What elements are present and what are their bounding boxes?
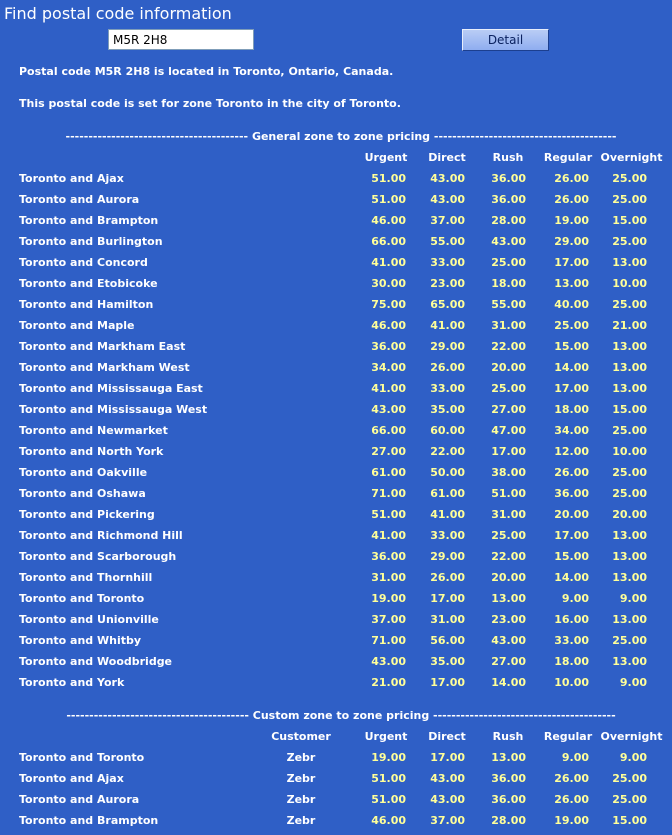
overnight-price-cell: 15.00 — [612, 814, 647, 827]
urgent-price-cell: 19.00 — [371, 751, 406, 764]
table-row — [0, 508, 672, 529]
urgent-price-cell: 41.00 — [371, 256, 406, 269]
route-label: Toronto and Etobicoke — [19, 277, 158, 290]
route-label: Toronto and Oakville — [19, 466, 148, 479]
column-header-urgent: Urgent — [364, 151, 408, 164]
table-row — [0, 550, 672, 571]
table-row — [0, 529, 672, 550]
urgent-price-cell: 30.00 — [371, 277, 406, 290]
direct-price-cell: 26.00 — [430, 571, 465, 584]
route-label: Toronto and Thornhill — [19, 571, 153, 584]
rush-price-cell: 20.00 — [491, 571, 526, 584]
direct-price-cell: 37.00 — [430, 214, 465, 227]
overnight-price-cell: 10.00 — [612, 277, 647, 290]
table-row — [0, 676, 672, 697]
direct-price-cell: 43.00 — [430, 172, 465, 185]
table-row — [0, 193, 672, 214]
table-row — [0, 277, 672, 298]
overnight-price-cell: 9.00 — [619, 676, 647, 689]
route-label: Toronto and Brampton — [19, 214, 159, 227]
urgent-price-cell: 41.00 — [371, 382, 406, 395]
direct-price-cell: 37.00 — [430, 814, 465, 827]
route-label: Toronto and Scarborough — [19, 550, 177, 563]
urgent-price-cell: 19.00 — [371, 592, 406, 605]
table-row — [0, 655, 672, 676]
rush-price-cell: 28.00 — [491, 214, 526, 227]
overnight-price-cell: 13.00 — [612, 655, 647, 668]
route-label: Toronto and Pickering — [19, 508, 155, 521]
direct-price-cell: 41.00 — [430, 508, 465, 521]
detail-button[interactable]: Detail — [462, 29, 549, 51]
table-row — [0, 445, 672, 466]
rush-price-cell: 22.00 — [491, 340, 526, 353]
direct-price-cell: 56.00 — [430, 634, 465, 647]
customer-cell: Zebr — [286, 793, 316, 806]
overnight-price-cell: 15.00 — [612, 214, 647, 227]
regular-price-cell: 33.00 — [554, 634, 589, 647]
rush-price-cell: 23.00 — [491, 613, 526, 626]
direct-price-cell: 29.00 — [430, 550, 465, 563]
column-header-rush: Rush — [492, 730, 524, 743]
direct-price-cell: 17.00 — [430, 676, 465, 689]
rush-price-cell: 14.00 — [491, 676, 526, 689]
route-label: Toronto and Maple — [19, 319, 135, 332]
overnight-price-cell: 25.00 — [612, 424, 647, 437]
table-row — [0, 319, 672, 340]
regular-price-cell: 34.00 — [554, 424, 589, 437]
table-row — [0, 793, 672, 814]
regular-price-cell: 26.00 — [554, 793, 589, 806]
overnight-price-cell: 20.00 — [612, 508, 647, 521]
regular-price-cell: 17.00 — [554, 382, 589, 395]
direct-price-cell: 43.00 — [430, 793, 465, 806]
column-header-urgent: Urgent — [364, 730, 408, 743]
overnight-price-cell: 25.00 — [612, 298, 647, 311]
route-label: Toronto and Markham West — [19, 361, 190, 374]
urgent-price-cell: 34.00 — [371, 361, 406, 374]
rush-price-cell: 25.00 — [491, 529, 526, 542]
column-header-direct: Direct — [428, 151, 466, 164]
urgent-price-cell: 41.00 — [371, 529, 406, 542]
urgent-price-cell: 36.00 — [371, 550, 406, 563]
table-row — [0, 592, 672, 613]
regular-price-cell: 12.00 — [554, 445, 589, 458]
rush-price-cell: 25.00 — [491, 256, 526, 269]
regular-price-cell: 26.00 — [554, 172, 589, 185]
direct-price-cell: 26.00 — [430, 361, 465, 374]
regular-price-cell: 10.00 — [554, 676, 589, 689]
route-label: Toronto and Woodbridge — [19, 655, 173, 668]
overnight-price-cell: 13.00 — [612, 382, 647, 395]
rush-price-cell: 38.00 — [491, 466, 526, 479]
urgent-price-cell: 61.00 — [371, 466, 406, 479]
route-label: Toronto and Whitby — [19, 634, 142, 647]
general-pricing-header: ---------------------------------------- General zone to zone pricing ---------------------------------------- — [65, 130, 617, 143]
route-label: Toronto and Newmarket — [19, 424, 168, 437]
route-label: Toronto and Ajax — [19, 772, 124, 785]
urgent-price-cell: 43.00 — [371, 655, 406, 668]
route-label: Toronto and Oshawa — [19, 487, 146, 500]
table-row — [0, 382, 672, 403]
route-label: Toronto and Aurora — [19, 193, 140, 206]
table-row — [0, 814, 672, 835]
rush-price-cell: 27.00 — [491, 403, 526, 416]
rush-price-cell: 28.00 — [491, 814, 526, 827]
regular-price-cell: 17.00 — [554, 256, 589, 269]
table-row — [0, 634, 672, 655]
table-row — [0, 487, 672, 508]
table-row — [0, 361, 672, 382]
table-row — [0, 751, 672, 772]
overnight-price-cell: 25.00 — [612, 235, 647, 248]
route-label: Toronto and Hamilton — [19, 298, 154, 311]
rush-price-cell: 36.00 — [491, 193, 526, 206]
table-row — [0, 172, 672, 193]
overnight-price-cell: 25.00 — [612, 772, 647, 785]
table-row — [0, 466, 672, 487]
general-column-headers — [0, 151, 672, 172]
urgent-price-cell: 75.00 — [371, 298, 406, 311]
regular-price-cell: 15.00 — [554, 550, 589, 563]
overnight-price-cell: 10.00 — [612, 445, 647, 458]
table-row — [0, 340, 672, 361]
table-row — [0, 613, 672, 634]
regular-price-cell: 17.00 — [554, 529, 589, 542]
route-label: Toronto and Brampton — [19, 814, 159, 827]
rush-price-cell: 43.00 — [491, 634, 526, 647]
route-label: Toronto and Burlington — [19, 235, 163, 248]
overnight-price-cell: 25.00 — [612, 793, 647, 806]
table-row — [0, 256, 672, 277]
overnight-price-cell: 25.00 — [612, 634, 647, 647]
direct-price-cell: 43.00 — [430, 193, 465, 206]
overnight-price-cell: 9.00 — [619, 751, 647, 764]
column-header-customer: Customer — [271, 730, 331, 743]
urgent-price-cell: 27.00 — [371, 445, 406, 458]
route-label: Toronto and Toronto — [19, 592, 145, 605]
rush-price-cell: 18.00 — [491, 277, 526, 290]
direct-price-cell: 35.00 — [430, 403, 465, 416]
regular-price-cell: 40.00 — [554, 298, 589, 311]
overnight-price-cell: 21.00 — [612, 319, 647, 332]
route-label: Toronto and Mississauga East — [19, 382, 203, 395]
route-label: Toronto and Concord — [19, 256, 148, 269]
direct-price-cell: 35.00 — [430, 655, 465, 668]
rush-price-cell: 25.00 — [491, 382, 526, 395]
urgent-price-cell: 31.00 — [371, 571, 406, 584]
table-row — [0, 298, 672, 319]
regular-price-cell: 26.00 — [554, 193, 589, 206]
regular-price-cell: 14.00 — [554, 361, 589, 374]
route-label: Toronto and Ajax — [19, 172, 124, 185]
table-row — [0, 772, 672, 793]
regular-price-cell: 29.00 — [554, 235, 589, 248]
column-header-direct: Direct — [428, 730, 466, 743]
customer-cell: Zebr — [286, 814, 316, 827]
urgent-price-cell: 51.00 — [371, 772, 406, 785]
overnight-price-cell: 25.00 — [612, 466, 647, 479]
overnight-price-cell: 9.00 — [619, 592, 647, 605]
route-label: Toronto and Toronto — [19, 751, 145, 764]
direct-price-cell: 43.00 — [430, 772, 465, 785]
overnight-price-cell: 13.00 — [612, 550, 647, 563]
urgent-price-cell: 66.00 — [371, 235, 406, 248]
overnight-price-cell: 13.00 — [612, 571, 647, 584]
urgent-price-cell: 37.00 — [371, 613, 406, 626]
overnight-price-cell: 13.00 — [612, 256, 647, 269]
postal-code-input[interactable] — [108, 29, 254, 50]
overnight-price-cell: 13.00 — [612, 613, 647, 626]
rush-price-cell: 51.00 — [491, 487, 526, 500]
direct-price-cell: 60.00 — [430, 424, 465, 437]
column-header-regular: Regular — [543, 730, 593, 743]
direct-price-cell: 31.00 — [430, 613, 465, 626]
urgent-price-cell: 71.00 — [371, 634, 406, 647]
rush-price-cell: 27.00 — [491, 655, 526, 668]
urgent-price-cell: 46.00 — [371, 214, 406, 227]
direct-price-cell: 29.00 — [430, 340, 465, 353]
page-title: Find postal code information — [4, 4, 232, 23]
direct-price-cell: 33.00 — [430, 256, 465, 269]
rush-price-cell: 36.00 — [491, 793, 526, 806]
direct-price-cell: 33.00 — [430, 529, 465, 542]
overnight-price-cell: 15.00 — [612, 403, 647, 416]
column-header-regular: Regular — [543, 151, 593, 164]
route-label: Toronto and York — [19, 676, 125, 689]
urgent-price-cell: 51.00 — [371, 793, 406, 806]
overnight-price-cell: 13.00 — [612, 340, 647, 353]
regular-price-cell: 18.00 — [554, 655, 589, 668]
rush-price-cell: 55.00 — [491, 298, 526, 311]
regular-price-cell: 15.00 — [554, 340, 589, 353]
urgent-price-cell: 66.00 — [371, 424, 406, 437]
urgent-price-cell: 46.00 — [371, 814, 406, 827]
rush-price-cell: 13.00 — [491, 751, 526, 764]
direct-price-cell: 23.00 — [430, 277, 465, 290]
regular-price-cell: 9.00 — [561, 751, 589, 764]
regular-price-cell: 25.00 — [554, 319, 589, 332]
table-row — [0, 214, 672, 235]
regular-price-cell: 26.00 — [554, 466, 589, 479]
table-row — [0, 235, 672, 256]
route-label: Toronto and Mississauga West — [19, 403, 208, 416]
overnight-price-cell: 25.00 — [612, 487, 647, 500]
regular-price-cell: 16.00 — [554, 613, 589, 626]
regular-price-cell: 19.00 — [554, 214, 589, 227]
rush-price-cell: 36.00 — [491, 772, 526, 785]
direct-price-cell: 50.00 — [430, 466, 465, 479]
urgent-price-cell: 21.00 — [371, 676, 406, 689]
route-label: Toronto and North York — [19, 445, 164, 458]
customer-cell: Zebr — [286, 751, 316, 764]
direct-price-cell: 61.00 — [430, 487, 465, 500]
custom-pricing-header: ---------------------------------------- Custom zone to zone pricing ---------------------------------------- — [66, 709, 616, 722]
urgent-price-cell: 51.00 — [371, 172, 406, 185]
regular-price-cell: 9.00 — [561, 592, 589, 605]
rush-price-cell: 36.00 — [491, 172, 526, 185]
rush-price-cell: 31.00 — [491, 508, 526, 521]
rush-price-cell: 43.00 — [491, 235, 526, 248]
route-label: Toronto and Unionville — [19, 613, 159, 626]
regular-price-cell: 14.00 — [554, 571, 589, 584]
location-text: Postal code M5R 2H8 is located in Toronto, Ontario, Canada. — [19, 65, 394, 78]
direct-price-cell: 65.00 — [430, 298, 465, 311]
column-header-overnight: Overnight — [600, 730, 663, 743]
direct-price-cell: 33.00 — [430, 382, 465, 395]
urgent-price-cell: 51.00 — [371, 508, 406, 521]
table-row — [0, 424, 672, 445]
direct-price-cell: 55.00 — [430, 235, 465, 248]
urgent-price-cell: 51.00 — [371, 193, 406, 206]
overnight-price-cell: 13.00 — [612, 361, 647, 374]
column-header-overnight: Overnight — [600, 151, 663, 164]
route-label: Toronto and Richmond Hill — [19, 529, 183, 542]
column-header-rush: Rush — [492, 151, 524, 164]
direct-price-cell: 41.00 — [430, 319, 465, 332]
regular-price-cell: 13.00 — [554, 277, 589, 290]
overnight-price-cell: 25.00 — [612, 172, 647, 185]
regular-price-cell: 18.00 — [554, 403, 589, 416]
direct-price-cell: 17.00 — [430, 592, 465, 605]
rush-price-cell: 13.00 — [491, 592, 526, 605]
urgent-price-cell: 71.00 — [371, 487, 406, 500]
rush-price-cell: 17.00 — [491, 445, 526, 458]
direct-price-cell: 22.00 — [430, 445, 465, 458]
route-label: Toronto and Markham East — [19, 340, 186, 353]
overnight-price-cell: 25.00 — [612, 193, 647, 206]
table-row — [0, 403, 672, 424]
direct-price-cell: 17.00 — [430, 751, 465, 764]
rush-price-cell: 31.00 — [491, 319, 526, 332]
regular-price-cell: 19.00 — [554, 814, 589, 827]
rush-price-cell: 22.00 — [491, 550, 526, 563]
zone-text: This postal code is set for zone Toronto in the city of Toronto. — [19, 97, 401, 110]
overnight-price-cell: 13.00 — [612, 529, 647, 542]
rush-price-cell: 20.00 — [491, 361, 526, 374]
customer-cell: Zebr — [286, 772, 316, 785]
regular-price-cell: 36.00 — [554, 487, 589, 500]
urgent-price-cell: 43.00 — [371, 403, 406, 416]
custom-column-headers — [0, 730, 672, 751]
rush-price-cell: 47.00 — [491, 424, 526, 437]
regular-price-cell: 20.00 — [554, 508, 589, 521]
table-row — [0, 571, 672, 592]
route-label: Toronto and Aurora — [19, 793, 140, 806]
regular-price-cell: 26.00 — [554, 772, 589, 785]
urgent-price-cell: 36.00 — [371, 340, 406, 353]
urgent-price-cell: 46.00 — [371, 319, 406, 332]
